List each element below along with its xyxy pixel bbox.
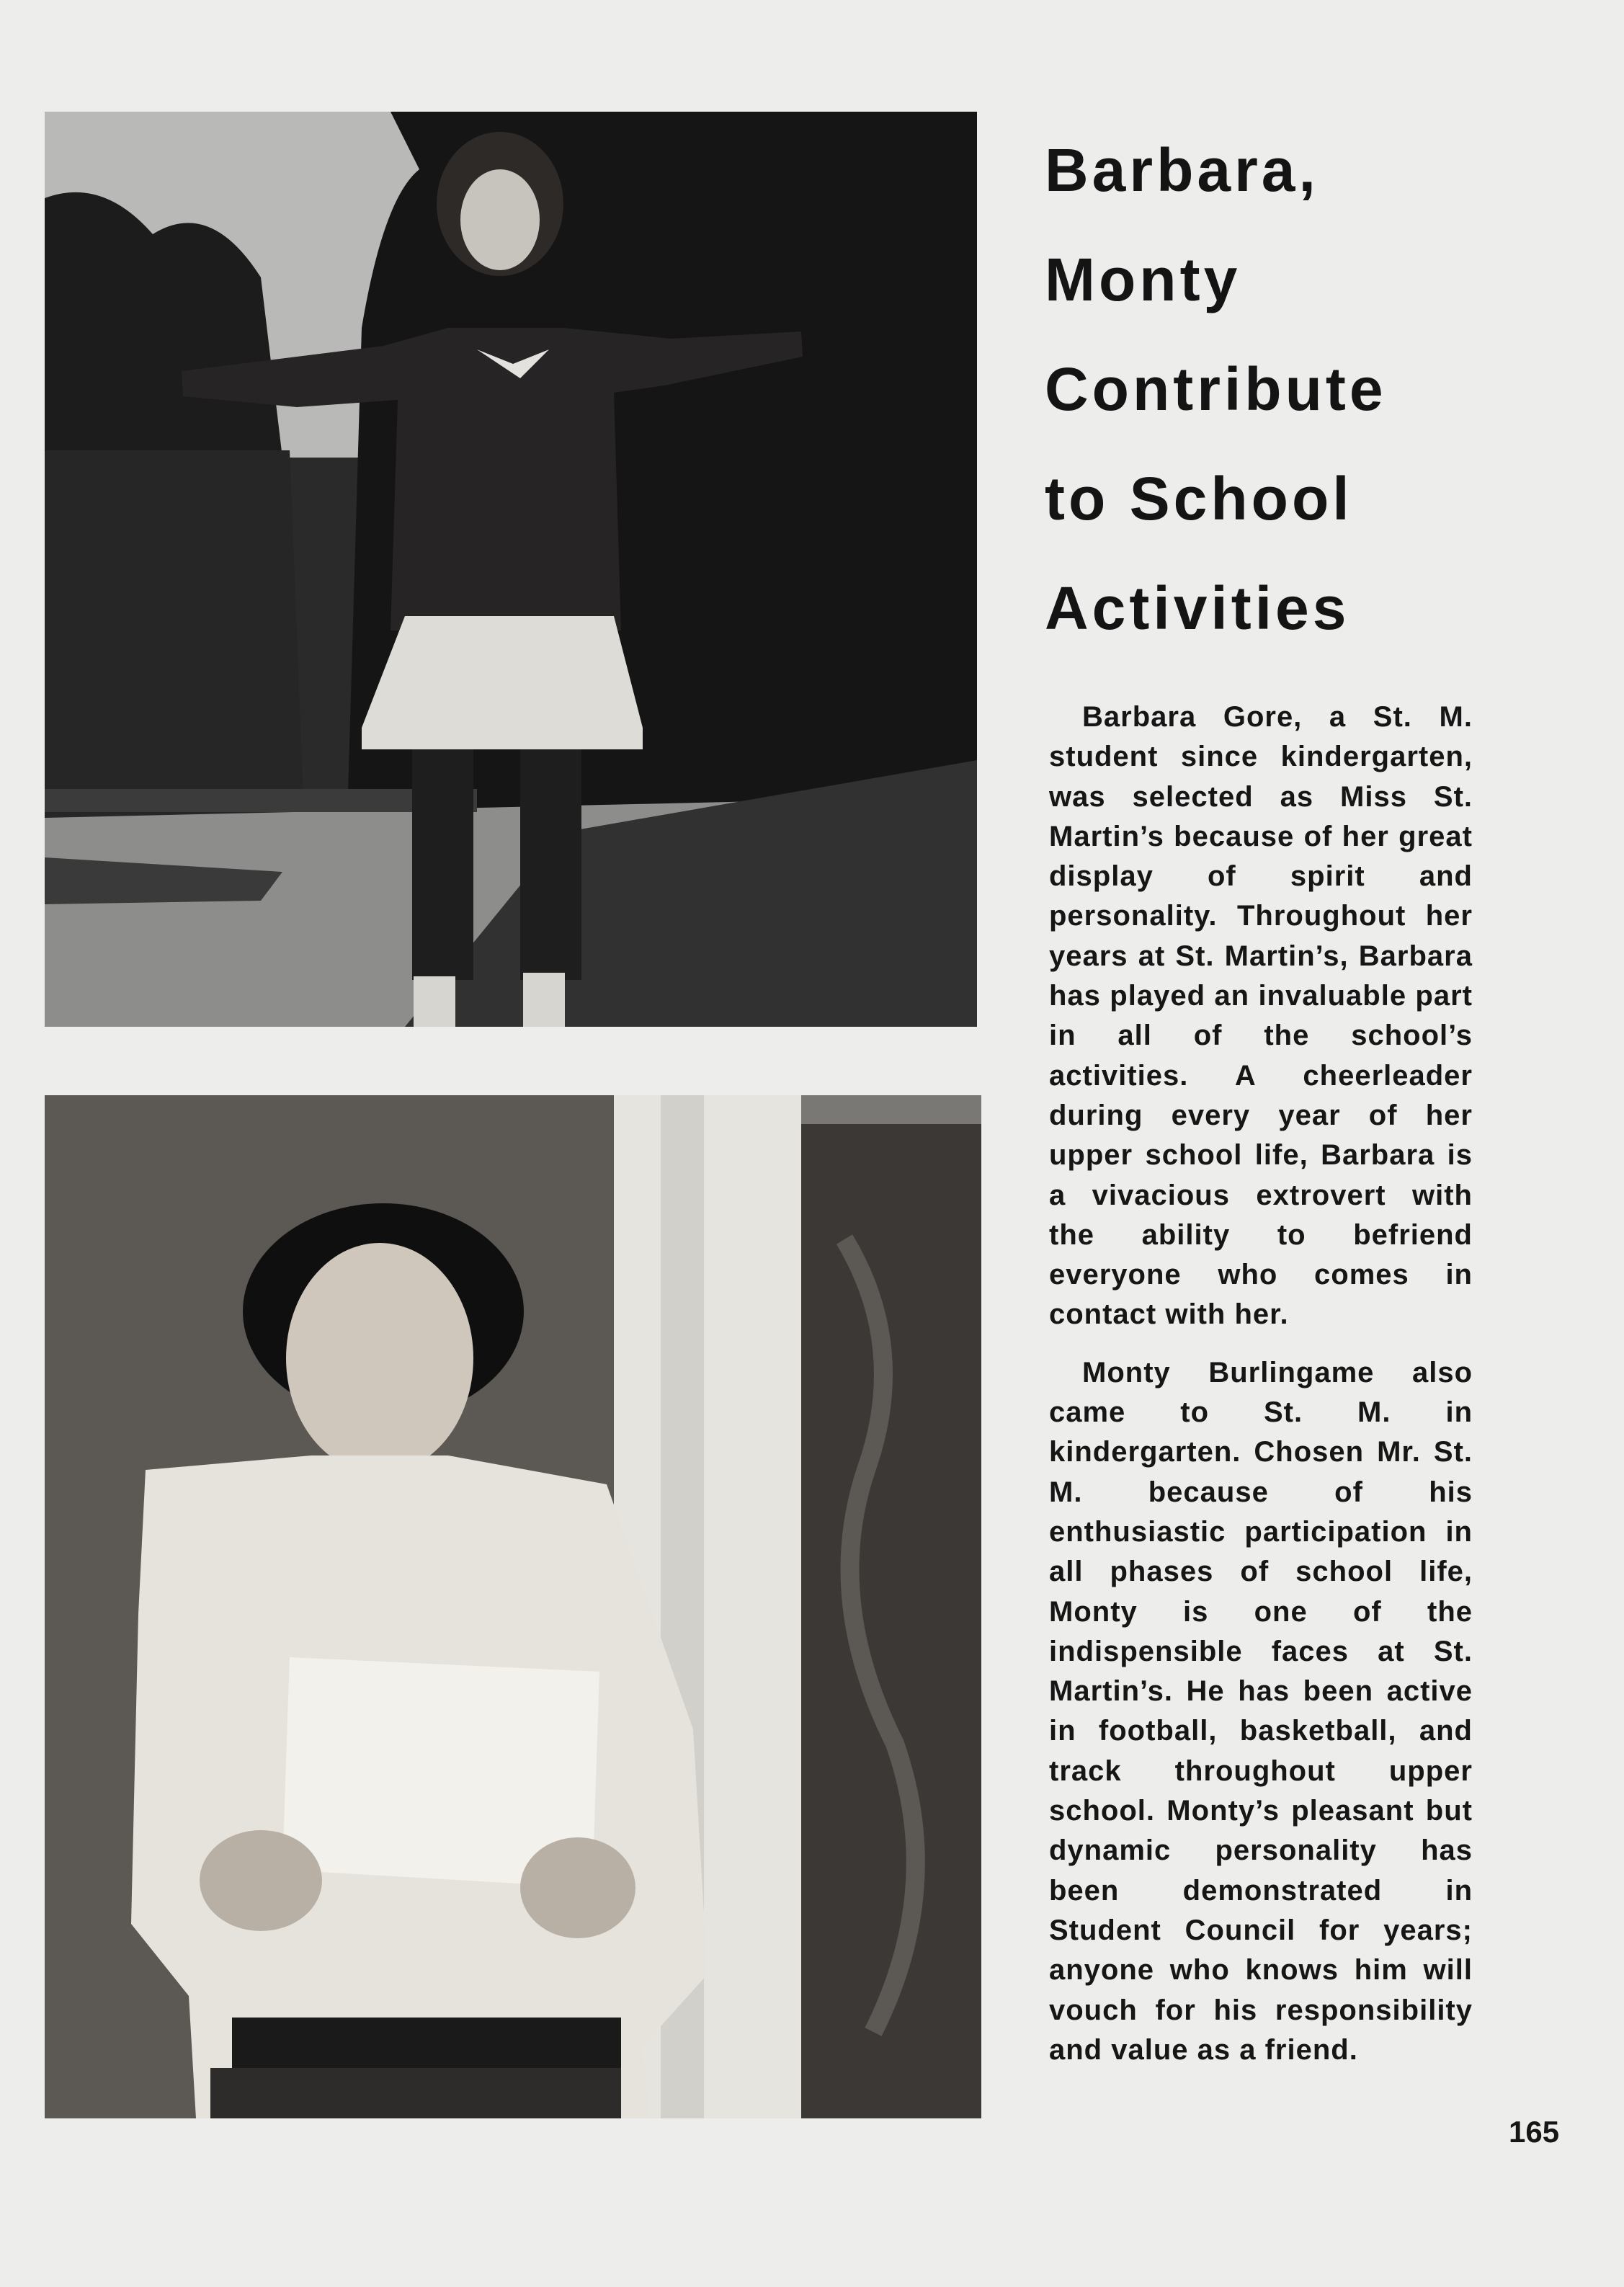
headline-line: Barbara, (1045, 136, 1319, 204)
photo-cheerleader (45, 112, 977, 1027)
paragraph-monty: Monty Burlingame also came to St. M. in kindergarten. Chosen Mr. St. M. because of his enthusiastic participation in all phases of school life, Monty is one of the indispensible faces at St. Martin’s. He has been active in football, basketball, and track throughout upper school. Monty’s pleasant but dynamic personality has been demonstrated in Student Council for years; anyone who knows him will vouch for his responsibility and value as a friend. (1049, 1356, 1473, 2066)
headline-line: Activities (1045, 574, 1350, 642)
article-headline (1045, 115, 1592, 663)
headline-line: Monty (1045, 246, 1241, 313)
cheerleader-photo-image (45, 112, 977, 1027)
headline-line: to School (1045, 465, 1353, 532)
student-photo-image (45, 1095, 981, 2118)
article-body (1049, 697, 1473, 2070)
page-number: 165 (1509, 2115, 1560, 2149)
paragraph-barbara: Barbara Gore, a St. M. student since kindergarten, was selected as Miss St. Martin’s because of her great display of spirit and personality. Throughout her years at St. Martin’s, Barbara has played an invaluable part in all of the school’s activities. A cheerleader during every year of her upper school life, Barbara is a vivacious extrovert with the ability to befriend everyone who comes in contact with her. (1049, 701, 1473, 1331)
headline-line: Contribute (1045, 355, 1387, 423)
photo-student-reading (45, 1095, 981, 2118)
